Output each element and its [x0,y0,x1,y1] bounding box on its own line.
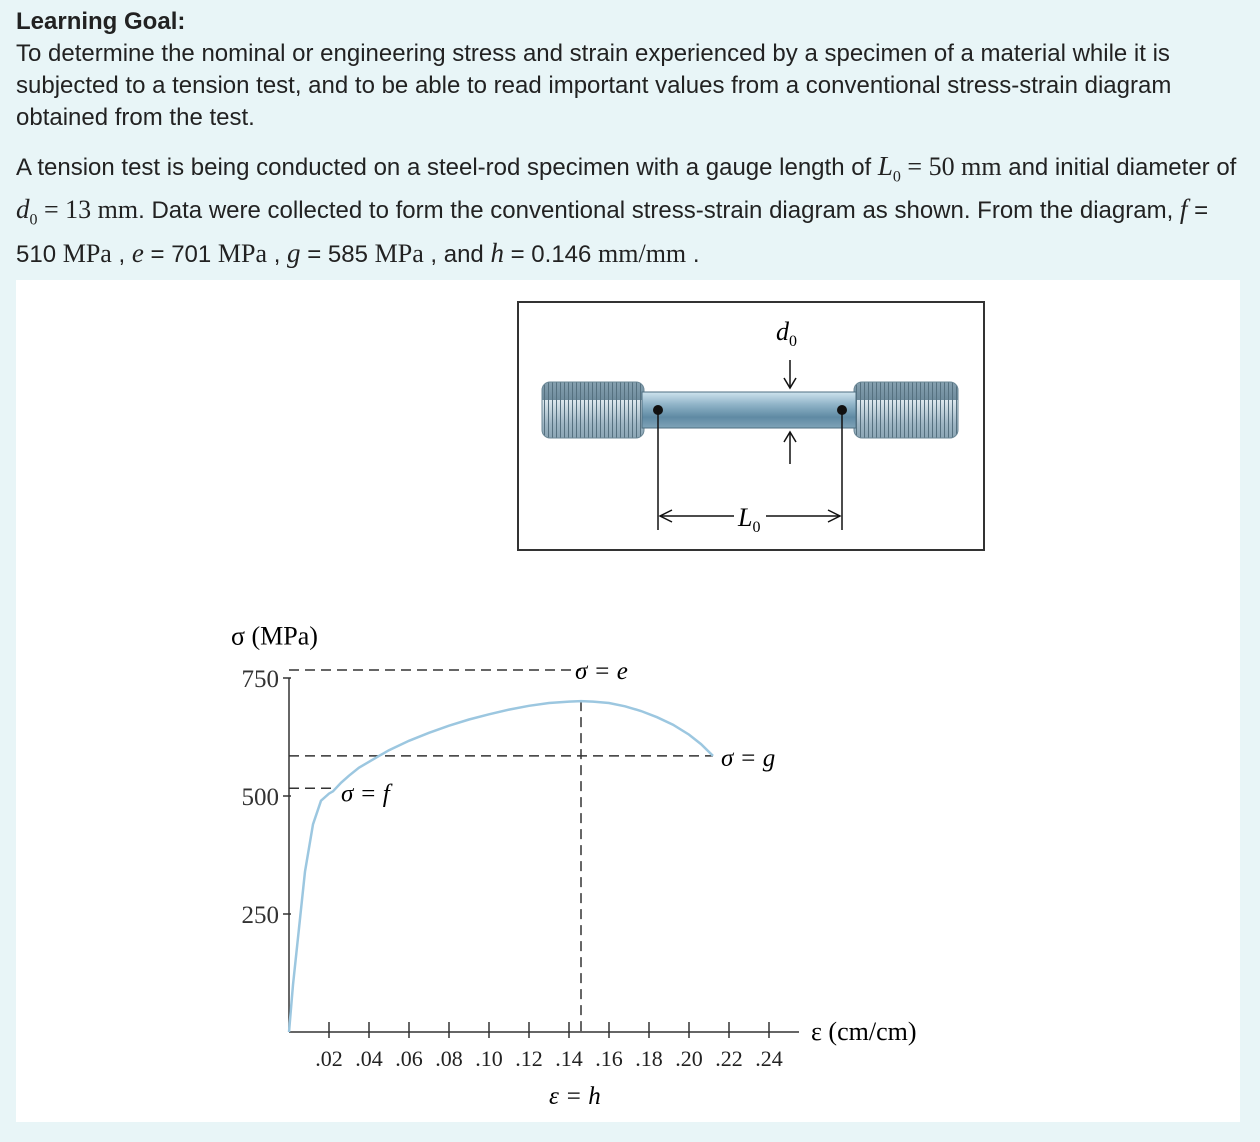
sep-2: , [267,240,288,268]
g-value: = 585 [300,240,375,268]
x-tick-label-2: .06 [395,1046,423,1071]
left-threaded-grip [542,382,644,438]
d0-label: $d_0$ [776,317,797,350]
f-unit: MPa [62,238,112,268]
y-tick-label-750: 750 [241,666,279,693]
f-symbol: f [1179,194,1188,225]
gauge-length-equals: = [900,152,929,181]
x-tick-label-5: .12 [515,1046,543,1071]
rod-shaft [642,392,856,428]
annotation-f: σ = f [341,780,390,808]
sep-1: , [111,240,132,268]
diameter-value: 13 mm [65,195,139,225]
y-tick-label-250: 250 [241,902,279,929]
gauge-length-symbol: $L_0$ [877,151,901,186]
annotation-h: ε = h [549,1083,601,1110]
h-unit: mm/mm [598,238,687,268]
y-axis-label: σ (MPa) [231,621,318,651]
g-unit: MPa [374,238,424,268]
x-tick-label-8: .18 [635,1046,663,1071]
x-tick-label-0: .02 [315,1046,343,1071]
learning-goal-text: To determine the nominal or engineering stress and strain experienced by a specimen of a material while it is subjected to a tension test, and to be able to read important values from a conventional stress-strain diagram obtained from the test. [16,40,1172,131]
e-unit: MPa [217,238,268,268]
y-ticks [242,666,292,929]
text-block [16,6,1246,271]
f-value: = 510 [16,197,1209,268]
problem-text-3: . Data were collected to form the conventional stress-strain diagram as shown. From the diagram, [138,197,1180,225]
e-symbol: e [131,237,144,268]
l0-label: $L_0$ [738,503,761,536]
x-tick-label-7: .16 [595,1046,623,1071]
x-tick-label-10: .22 [715,1046,743,1071]
diameter-equals: = [37,195,66,225]
problem-statement [16,150,1246,271]
x-tick-label-11: .24 [755,1046,783,1071]
problem-end: . [686,240,700,268]
figure-panel [16,280,1240,1122]
annotation-g: σ = g [721,744,776,772]
x-axis-label: ε (cm/cm) [811,1017,917,1046]
x-ticks [315,1022,783,1071]
problem-text-1: A tension test is being conducted on a steel-rod specimen with a gauge length of [16,154,878,181]
h-symbol: h [490,237,504,268]
sep-3: , and [423,240,491,268]
stress-strain-curve [289,701,713,1032]
learning-goal-title: Learning Goal: [16,8,186,35]
annotation-e: σ = e [575,658,628,686]
x-tick-label-3: .08 [435,1046,463,1071]
diameter-symbol: $d_0$ [16,194,38,229]
h-value: = 0.146 [503,240,599,268]
e-value: = 701 [143,240,218,268]
right-threaded-grip [854,382,958,438]
figure-svg [16,280,1240,1122]
g-symbol: g [287,237,301,268]
specimen-diagram [518,302,984,550]
x-tick-label-9: .20 [675,1046,703,1071]
x-tick-label-4: .10 [475,1046,503,1071]
x-tick-label-1: .04 [355,1046,383,1071]
guide-lines [289,670,713,1032]
y-tick-label-500: 500 [241,784,279,811]
stress-strain-chart [231,621,917,1110]
x-tick-label-6: .14 [555,1046,583,1071]
gauge-length-value: 50 mm [928,152,1002,181]
problem-text-2: and initial diameter of [1001,154,1237,181]
